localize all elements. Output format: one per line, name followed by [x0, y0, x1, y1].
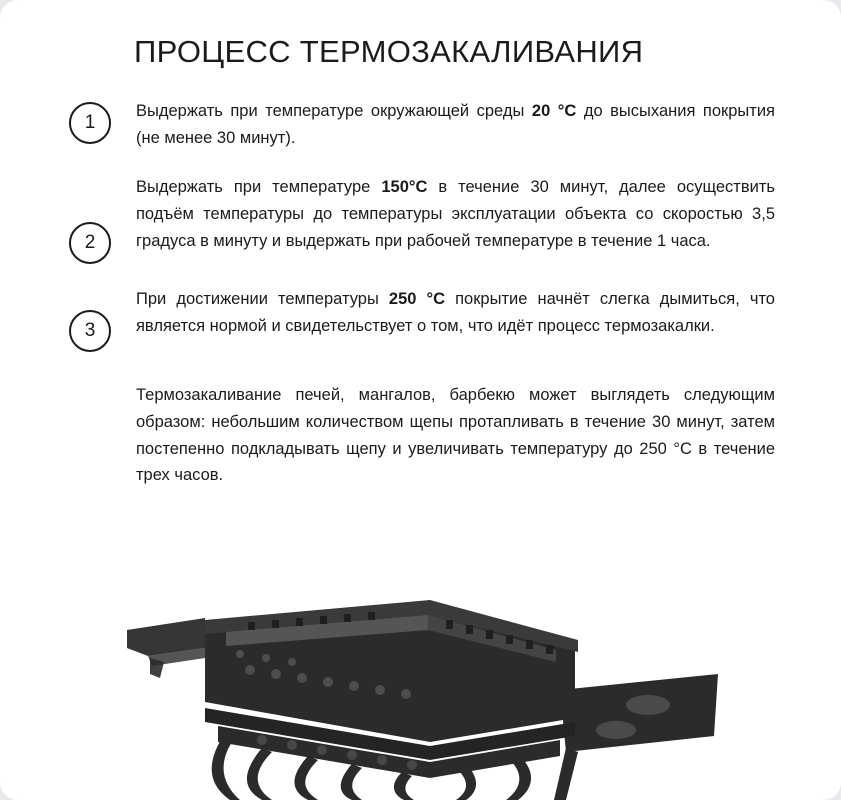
step-item: [44, 174, 785, 264]
step-text: Выдержать при температуре 150°C в течение 30 минут, далее осуществить подъём температуры до температуры эксплуатации объекта со скоростью 3,5 градуса в минуту и выдержать при рабочей температуре в течение 1 часа.: [136, 177, 775, 250]
step-text: Выдержать при температуре окружающей среды 20 °C до высыхания покрытия (не менее 30 минут).: [136, 102, 775, 147]
step-item: [44, 98, 785, 152]
step-number-container: [44, 174, 136, 264]
step-number-container: [44, 286, 136, 352]
closing-note: Термозакаливание печей, мангалов, барбекю может выглядеть следующим образом: небольшим количеством щепы протапливать в течение 30 минут, затем постепенно подкладывать щепу и увеличивать температуру до 250 °C в течение трех часов.: [136, 385, 775, 485]
step-number-container: [44, 98, 136, 144]
brazier-illustration: [0, 570, 841, 800]
step-number-badge: 2: [69, 222, 111, 264]
step-item: [44, 286, 785, 352]
page-title: ПРОЦЕСС ТЕРМОЗАКАЛИВАНИЯ: [134, 34, 644, 69]
step-number-badge: 3: [69, 310, 111, 352]
step-number-badge: 1: [69, 102, 111, 144]
step-text: При достижении температуры 250 °C покрытие начнёт слегка дымиться, что является нормой и свидетельствует о том, что идёт процесс термозакалки.: [136, 289, 775, 335]
